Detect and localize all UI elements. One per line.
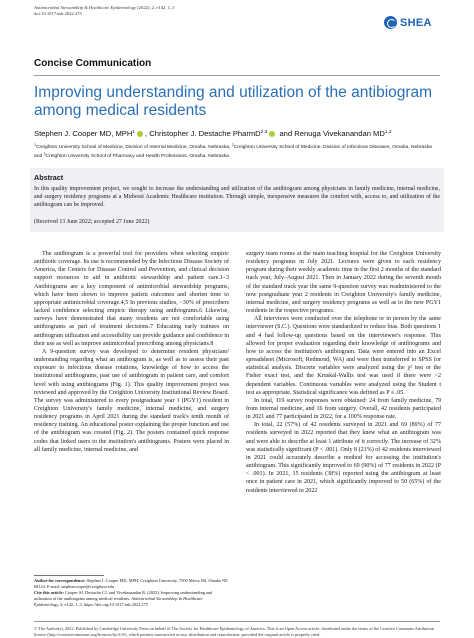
author-affiliation-mark: 1,2 bbox=[384, 130, 392, 135]
article-title: Improving understanding and utilization of the antibiogram among medical residents bbox=[34, 84, 433, 119]
orcid-icon[interactable] bbox=[269, 131, 275, 137]
author-name: Christopher J. Destache PharmD bbox=[149, 129, 261, 138]
author-list bbox=[34, 129, 454, 138]
received-dates: (Received 13 June 2022; accepted 27 June 2022) bbox=[34, 219, 150, 225]
author-name: Renuga Vivekanandan MD bbox=[294, 129, 385, 138]
license-text: © The Author(s), 2022. Published by Cambridge University Press on behalf of The Society for Healthcare Epidemiology of America. This is an Open Access article, distributed under the terms of the Creative Commons Attribution licence (http://creativecommons.org/licenses/by/4.0/), which permits unrestricted re-use, distribution and reproduction, provided the original article is properly cited. bbox=[34, 626, 435, 638]
body-paragraph: All interviews were conducted over the telephone or in person by the same interviewer (S.C.). Questions were standardized to reduce bias. Both questions 1 and 4 had follow-up questions based on the interviewee's response. This allowed for proper evaluation regarding their knowledge of antibiograms and how to access the institution's antibiogram. Data were entered into an Excel spreadsheet (Microsoft, Redmond, WA) and were then transferred to SPSS for statistical analysis. Discrete variables were analyzed using the χ² test or the Fisher exact test, and the Kruskal-Wallis test was used if there were >2 dependent variables. Continuous variables were analyzed using the Student t test as appropriate. Statistical significance was defined as P ≤ .05. bbox=[246, 316, 441, 396]
affiliation-text: Creighton University School of Medicine, Division of Internal Medicine, Omaha, Nebraska, bbox=[36, 145, 232, 150]
body-paragraph: In total, 119 survey responses were obtained: 24 from family medicine, 79 from internal medicine, and 16 from surgery. Overall, 42 residents participated in 2021 and 77 participated in 2022, for a 100% response rate. bbox=[246, 397, 441, 421]
author-separator: , bbox=[145, 129, 150, 138]
affiliation-mark: 3 bbox=[43, 152, 46, 156]
affiliation-mark: 2 bbox=[231, 143, 234, 147]
section-label: Concise Communication bbox=[34, 58, 152, 69]
affiliation-text: Creighton University School of Medicine, Division of Infectious Diseases, Omaha, Nebraska and bbox=[34, 145, 432, 159]
body-paragraph: A 9-question survey was developed to determine resident physicians' understanding regarding what an antibiogram is, as well as to assess their past exposure to infectious disease rotations, knowledge of how to access the institutional antibiograms, past use of antibiogram in patient care, and comfort level with using antibiograms (Fig. 1). This quality improvement project was reviewed and approved by the Creighton University Institutional Review Board. The survey was administered to every postgraduate year 1 (PGY1) resident in Creighton University's family medicine, internal medicine, and surgery residency programs in April 2021 during the standard track's tenth month of residency training. An educational poster explaining the proper function and use of the antibiogram was created (Fig. 2). The posters contained quick response codes that linked users to the institution's antibiograms. Posters were placed in all family medicine, internal medicine, and bbox=[34, 348, 229, 453]
abstract-heading: Abstract bbox=[34, 173, 64, 182]
affiliations bbox=[34, 142, 440, 160]
shea-logo bbox=[384, 16, 432, 29]
body-paragraph: In total, 22 (57%) of 42 residents surveyed in 2021 and 69 (89%) of 77 residents surveyed in 2022 reported that they knew what an antibiogram was and were able to describe at least 1 attribute of it correctly. The increase of 32% was statistically significant (P < .001). Only 8 (21%) of 42 residents interviewed in 2021 could accurately describe a method for accessing the institution's antibiogram. This significantly improved to 69 (90%) of 77 residents in 2022 (P < .001). In 2021, 15 residents (38%) reported using the antibiogram at least once in patient care in 2021, which significantly improved to 50 (65%) of the residents interviewed in 2022 bbox=[246, 422, 441, 494]
author-affiliation-mark: 2,3 bbox=[260, 130, 268, 135]
body-paragraph: surgery team rooms at the main teaching hospital for the Creighton University residency programs in July 2021. Lectures were given to each residency program during their weekly academic time in the first 2 months of the standard track year, July–August 2021. Then in January 2022 during the seventh month of the standard track year the same 9-question survey was readministered to the now postgraduate year 2 residents in Creighton University's family medicine, internal medicine, and surgery residency programs as well as to the new PGY1 residents in the respective programs. bbox=[246, 251, 441, 315]
journal-citation-line: Antimicrobial Stewardship & Healthcare Epidemiology (2022), 2, e142, 1–3 bbox=[34, 5, 175, 10]
body-paragraph: The antibiogram is a powerful tool for providers when selecting empiric antibiotic coverage. Its use is recommended by the Infectious Disease Society of America, the Centers for Disease Control and Prevention, and clinical decision support resources to aid in antibiotic stewardship and patient care.1–3 Antibiograms are a key component of antimicrobial stewardship programs, which have been shown to improve patient outcomes and shorten time to appropriate antimicrobial coverage.4,5 In previous studies, ~30% of prescribers lacked confidence selecting empiric therapy using antibiograms.6 Likewise, surveys have demonstrated that many residents are not comfortable using antibiograms as part of treatment decisions.7 Educating early trainees on antibiogram utilization and accessibility can provide guidance and confidence in their use as well as improve antimicrobial prescribing among physicians.8 bbox=[34, 251, 229, 347]
shea-logo-icon bbox=[384, 16, 397, 29]
journal-doi[interactable]: doi:10.1017/ash.2022.275 bbox=[34, 11, 82, 17]
body-column-right bbox=[246, 250, 441, 495]
author-separator: and bbox=[277, 129, 295, 138]
author-name: Stephen J. Cooper MD, MPH bbox=[34, 129, 133, 138]
divider bbox=[34, 75, 440, 76]
orcid-icon[interactable] bbox=[137, 131, 143, 137]
affiliation-mark: 1 bbox=[34, 143, 36, 147]
license-divider bbox=[34, 621, 440, 622]
correspondence-author: Author for correspondence: Stephen J. Cooper MD, MPH, Creighton University, 7500 Mercy Rd, Omaha NE 68124. E-mail: stephencooper@creighton.edu bbox=[34, 578, 228, 590]
body-column-left bbox=[34, 250, 229, 454]
citation: Cite this article: Cooper SJ, Destache CJ, and Vivekanandan R. (2022). Improving understanding and utilization of the antibiogram among medical residents. Antimicrobial Stewardship & Healthcare Epidemiology, 2: e142, 1–3, https://doi.org/10.1017/ash.2022.275 bbox=[34, 590, 213, 608]
abstract-text: In this quality improvement project, we sought to increase the understanding and utilization of the antibiogram among physicians in family medicine, internal medicine, and surgery residency programs at a Midwest Academic Healthcare institution. Through simple, inexpensive measures the comfort with, access to, and utilization of the antibiogram can be improved. bbox=[34, 186, 440, 209]
footnote-divider bbox=[34, 575, 104, 576]
shea-logo-text: SHEA bbox=[400, 16, 432, 29]
author-affiliation-mark: 1 bbox=[132, 130, 136, 135]
correspondence-block bbox=[34, 578, 228, 608]
affiliation-text: Creighton University School of Pharmacy and Health Professions, Omaha, Nebraska bbox=[45, 154, 230, 159]
journal-header bbox=[34, 5, 334, 18]
